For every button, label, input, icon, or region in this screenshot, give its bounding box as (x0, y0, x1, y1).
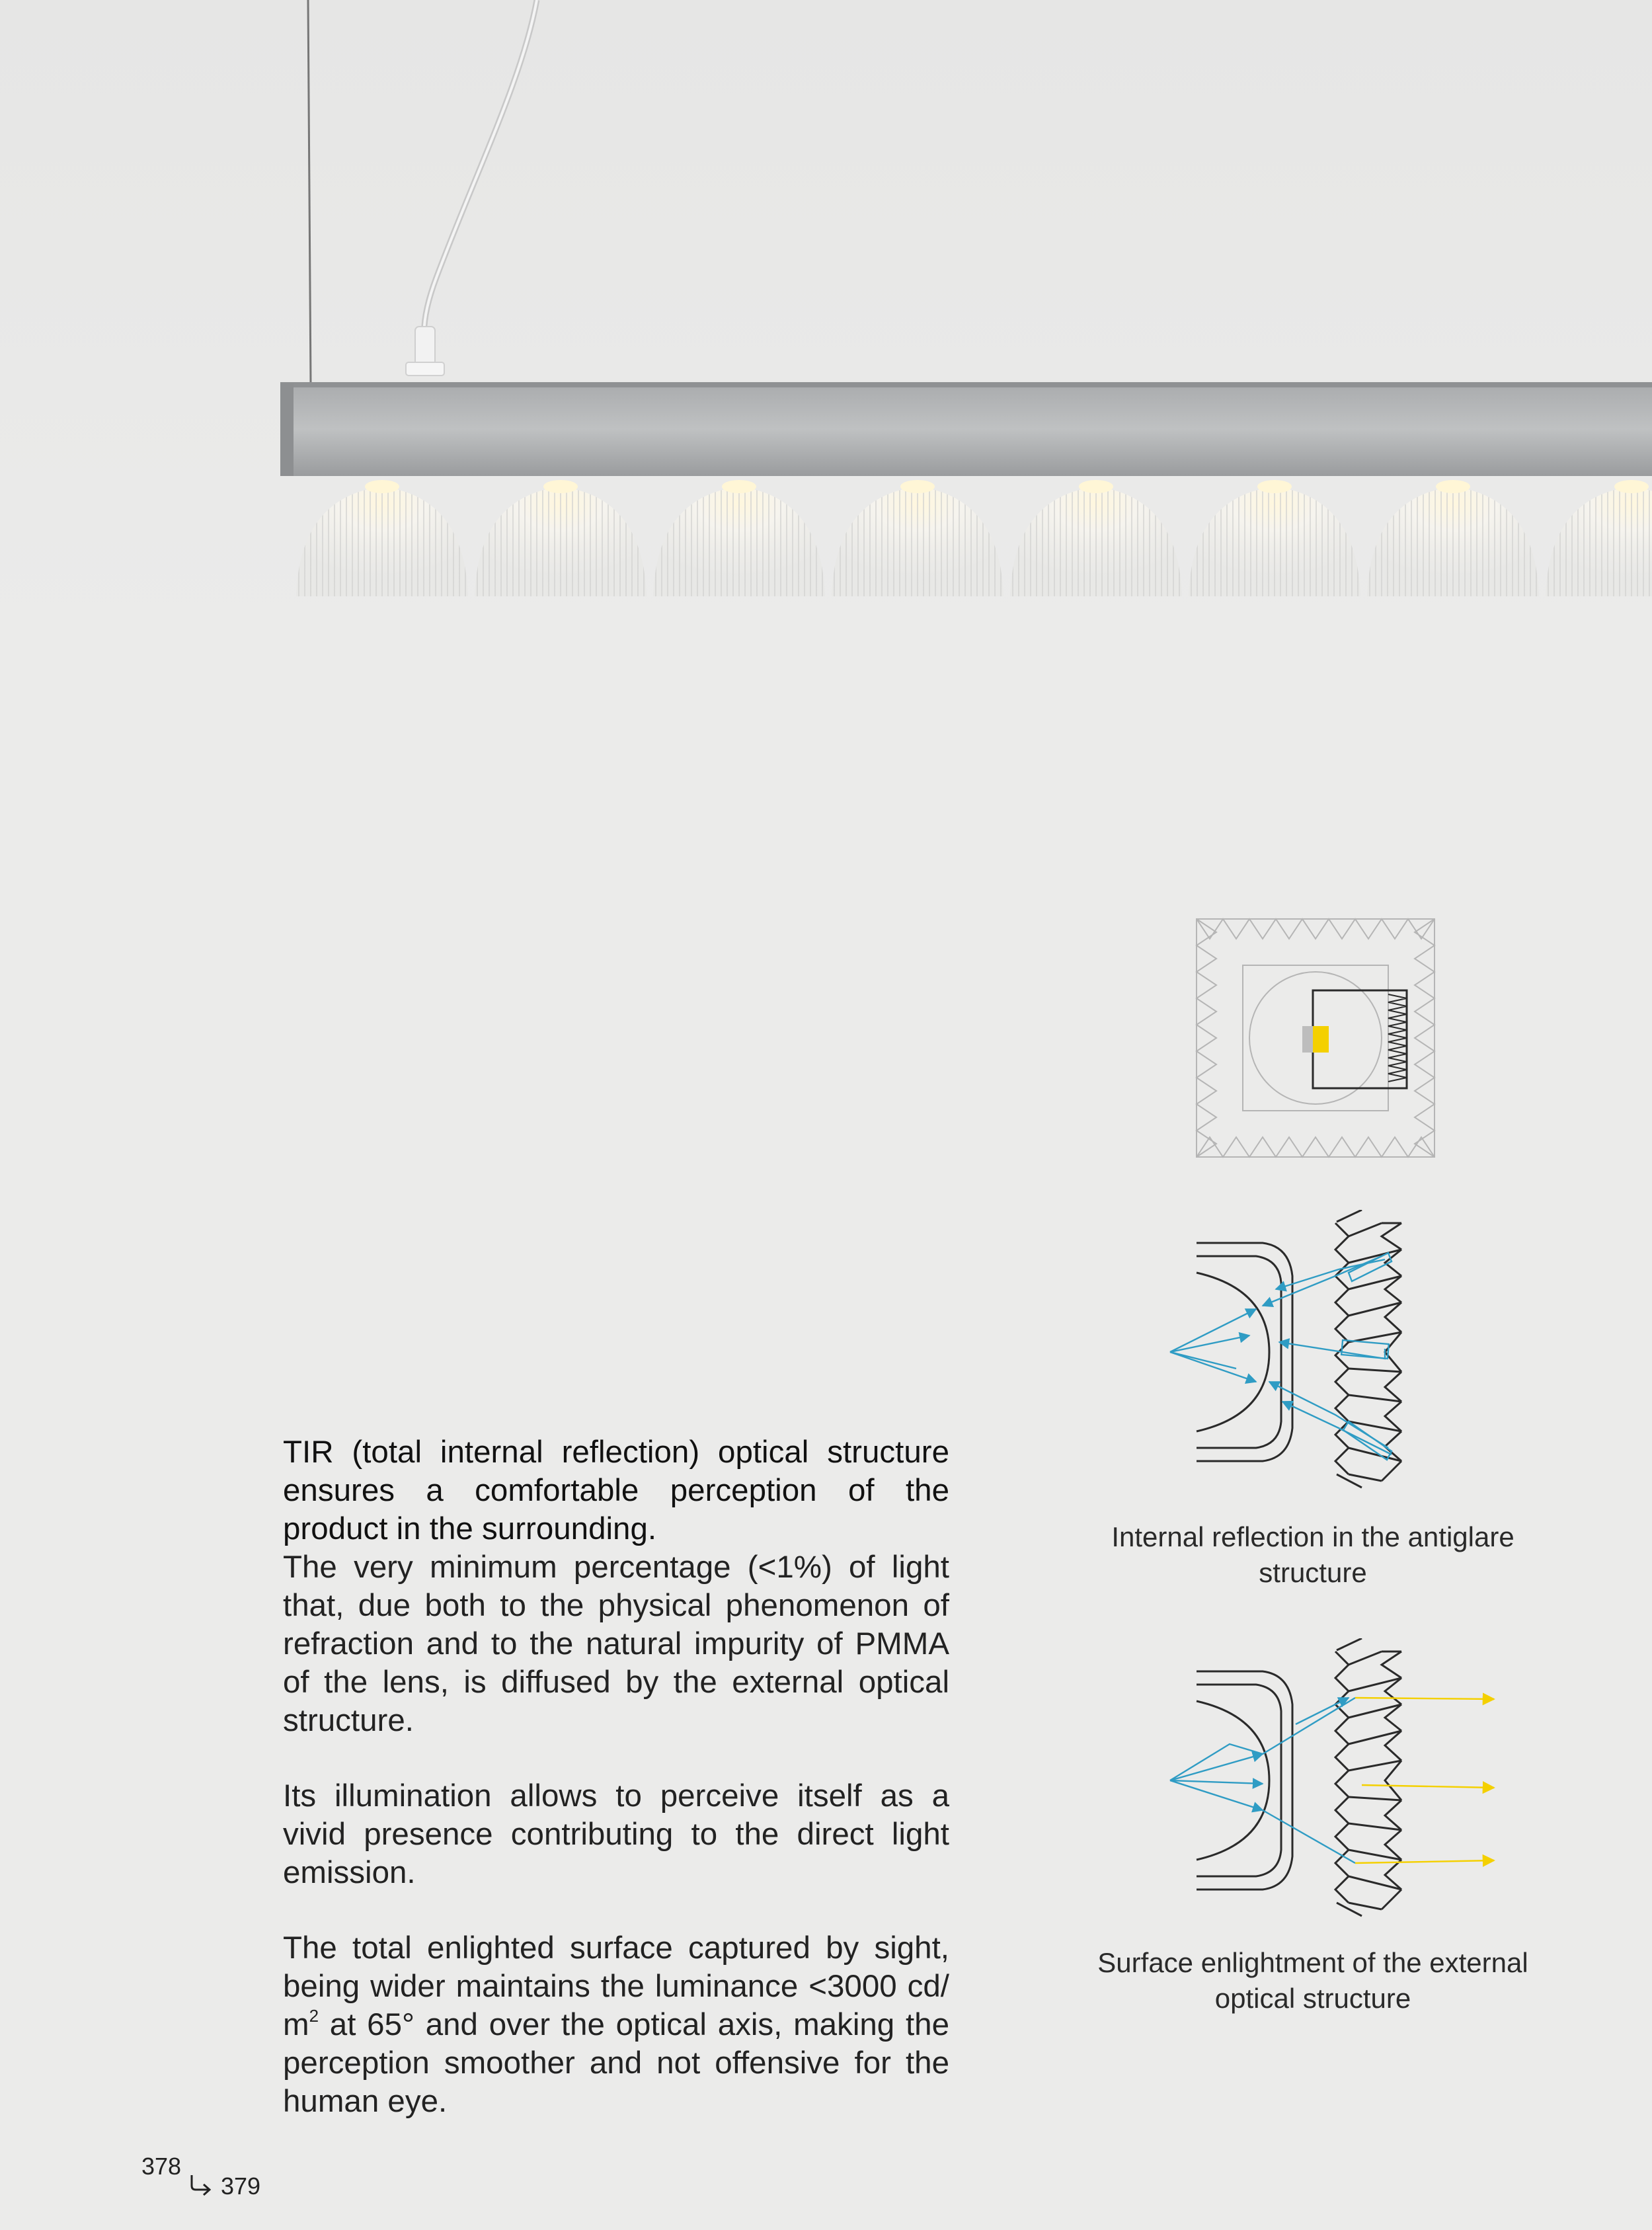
next-page-arrow-icon[interactable] (188, 2174, 214, 2196)
body-text (283, 1433, 949, 2121)
product-photo (0, 0, 1652, 635)
caption-internal-reflection: Internal reflection in the antiglare structure (1111, 1521, 1514, 1588)
caption-surface-enlightment: Surface enlightment of the external optical structure (1097, 1947, 1528, 2014)
aluminium-profile (280, 382, 1652, 476)
lens-top-view-diagram (1190, 912, 1441, 1164)
paragraph-illumination: Its illumination allows to perceive itself as a vivid presence contributing to the direct light emission. (283, 1778, 949, 1890)
page-number: 378 (141, 2153, 182, 2180)
paragraph-luminance (283, 1929, 949, 2121)
next-page-number[interactable]: 379 (221, 2172, 261, 2200)
cable-gland (415, 327, 435, 366)
internal-reflection-diagram (1163, 1210, 1441, 1494)
led-chip (1313, 1026, 1329, 1053)
luminance-text-end: at 65° and over the optical axis, making the perception smoother and not offensive for the human eye. (283, 2007, 949, 2119)
paragraph-refraction: The very minimum percentage (<1%) of light that, due both to the physical phenomenon of refraction and to the natural impurity of PMMA of the lens, is diffused by the external optical structure. (283, 1550, 949, 1738)
surface-enlightment-diagram (1163, 1638, 1520, 1923)
luminance-text-start: The total enlighted surface captured by sight, being wider maintains the luminance <3000 cd/ m (283, 1931, 949, 2042)
square-superscript: 2 (309, 2006, 319, 2026)
lead-paragraph: TIR (total internal reflection) optical structure ensures a comfortable perception of the product in the surrounding. (283, 1435, 949, 1546)
